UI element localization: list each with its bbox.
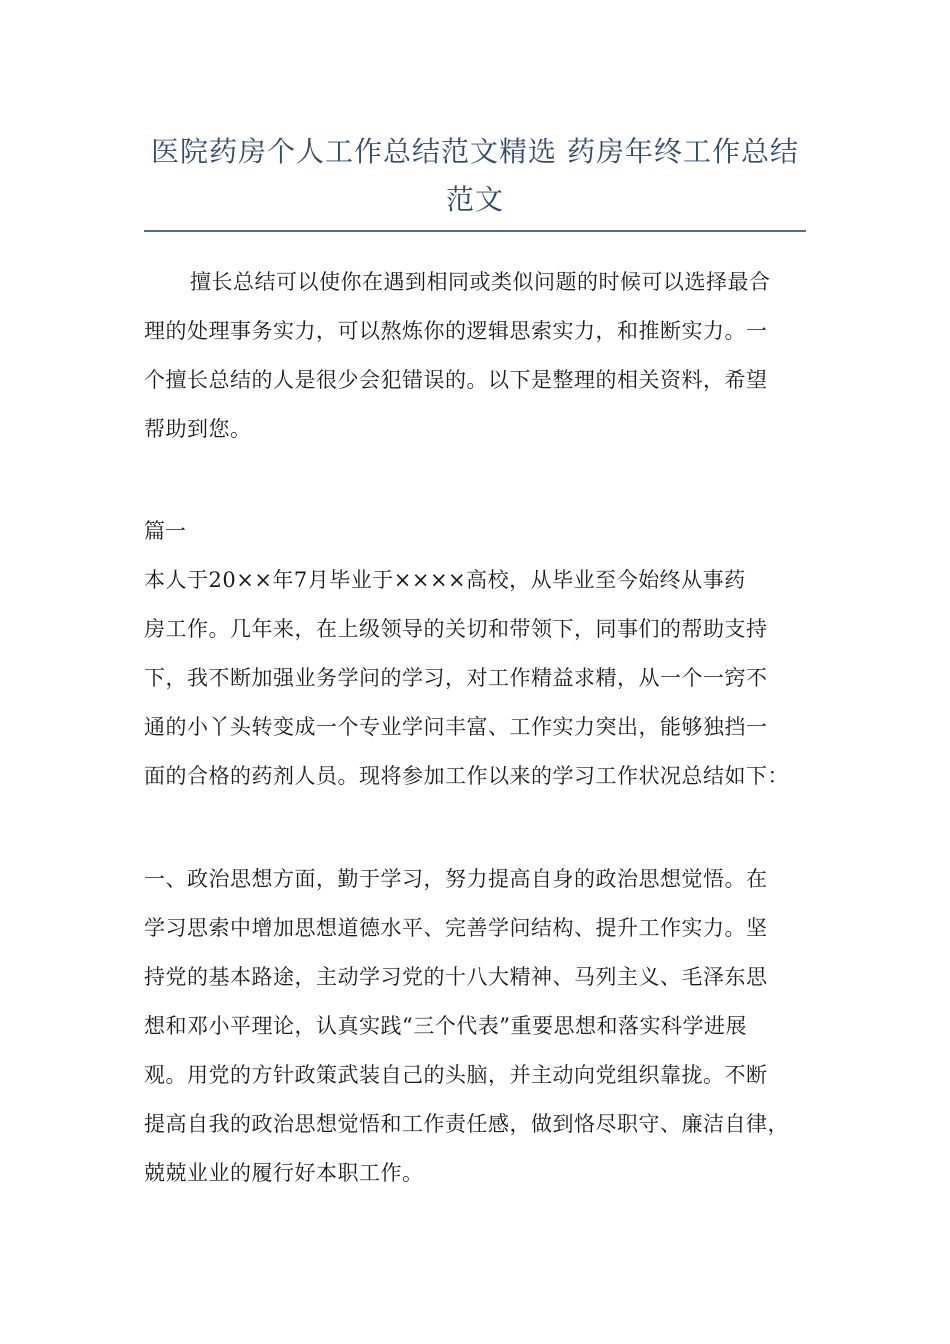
- paragraph-line: 通的小丫头转变成一个专业学问丰富、工作实力突出，能够独挡一: [144, 715, 768, 739]
- paragraph-line: 下，我不断加强业务学问的学习，对工作精益求精，从一个一窍不: [144, 666, 768, 690]
- paragraph-line: 持党的基本路途，主动学习党的十八大精神、马列主义、毛泽东思: [144, 965, 768, 989]
- paragraph-line: 观。用党的方针政策武装自己的头脑，并主动向党组织靠拢。不断: [144, 1063, 768, 1087]
- paragraph-line: 帮助到您。: [144, 417, 252, 441]
- paragraph-line: 一、政治思想方面，勤于学习，努力提高自身的政治思想觉悟。在: [144, 867, 768, 891]
- paragraph-line: 个擅长总结的人是很少会犯错误的。以下是整理的相关资料，希望: [144, 368, 768, 392]
- paragraph-line: 兢兢业业的履行好本职工作。: [144, 1161, 424, 1185]
- title-line: 范文: [445, 183, 504, 216]
- paragraph-line: 提高自我的政治思想觉悟和工作责任感，做到恪尽职守、廉洁自律，: [144, 1112, 789, 1136]
- paragraph-line: 想和邓小平理论，认真实践“三个代表”重要思想和落实科学进展: [144, 1014, 747, 1038]
- paragraph-line: 学习思索中增加思想道德水平、完善学问结构、提升工作实力。坚: [144, 916, 768, 940]
- paragraph-line: 擅长总结可以使你在遇到相同或类似问题的时候可以选择最合: [190, 270, 771, 294]
- intro-paragraph: [144, 258, 806, 454]
- paragraph-two: [144, 855, 806, 1198]
- paragraph-line: 本人于20××年7月毕业于××××高校，从毕业至今始终从事药: [144, 568, 746, 592]
- paragraph-one: [144, 556, 806, 801]
- title-line: 医院药房个人工作总结范文精选 药房年终工作总结: [151, 135, 799, 168]
- paragraph-line: 面的合格的药剂人员。现将参加工作以来的学习工作状况总结如下：: [144, 764, 789, 788]
- paragraph-line: 理的处理事务实力，可以熬炼你的逻辑思索实力，和推断实力。一: [144, 319, 768, 343]
- title-underline: [144, 230, 806, 232]
- section-heading: 篇一: [144, 519, 186, 543]
- document-title: [144, 128, 806, 224]
- paragraph-line: 房工作。几年来，在上级领导的关切和带领下，同事们的帮助支持: [144, 617, 768, 641]
